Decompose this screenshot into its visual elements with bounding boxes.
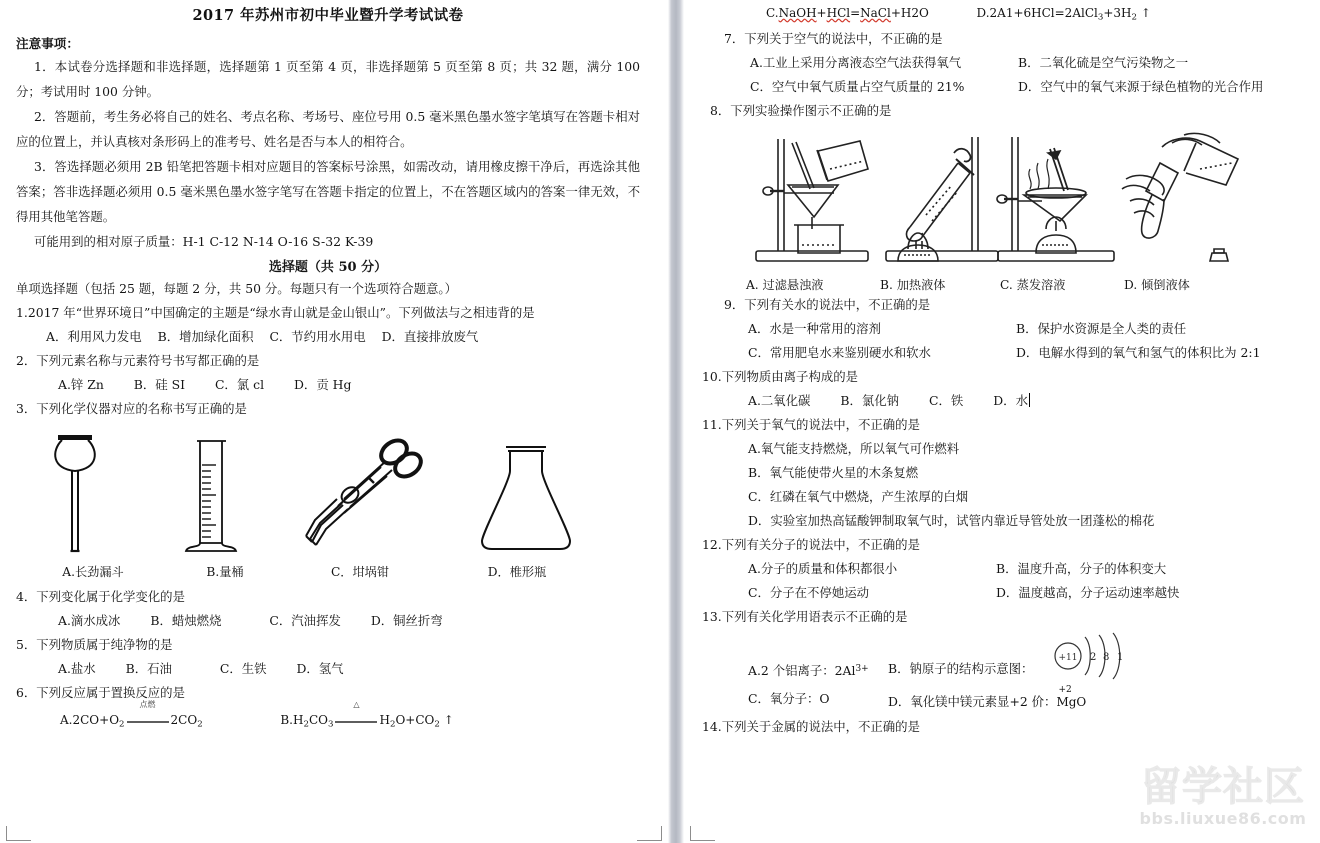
- q9-option-a: A．水是一种常用的溶剂: [748, 321, 881, 337]
- question-11-option-c: C．红磷在氧气中燃烧，产生浓厚的白烟: [748, 489, 969, 505]
- q6-option-c: C.NaOH+HCl=NaCl+H2O: [766, 6, 929, 20]
- q2-option-d: D．贡 Hg: [294, 377, 352, 392]
- q7-option-d: D．空气中的氧气来源于绿色植物的光合作用: [1018, 79, 1264, 95]
- q13-option-c: C．氧分子：O: [748, 691, 830, 707]
- watermark-brand: 留学社区: [1141, 764, 1305, 810]
- sodium-atom-structure-icon: [1052, 629, 1132, 683]
- question-8-number: 8．: [710, 103, 731, 119]
- question-9-options-row-1: [702, 317, 1306, 341]
- page-title: 2017 年苏州市初中毕业暨升学考试试卷: [192, 7, 464, 24]
- q10-option-c: C．铁: [929, 393, 964, 409]
- question-13-number: 13.: [702, 609, 722, 625]
- q12-option-b: B．温度升高，分子的体积变大: [996, 561, 1167, 577]
- question-4-number: 4．: [16, 589, 37, 604]
- question-10-number: 10.: [702, 369, 722, 385]
- figure-graduated-cylinder-caption: B.量桶: [206, 565, 244, 579]
- question-12-options-row-1: [702, 557, 1306, 581]
- question-6-number: 6．: [16, 685, 37, 700]
- q10-option-d: D．水: [993, 393, 1028, 409]
- question-9-text: 下列有关水的说法中，不正确的是: [744, 297, 931, 313]
- figure-filtration-caption: A. 过滤悬浊液: [746, 278, 824, 293]
- question-6-stem: [16, 681, 640, 705]
- section-intro: 单项选择题（包括 25 题，每题 2 分，共 50 分。每题只有一个选项符合题意。）: [16, 281, 457, 296]
- figure-long-neck-funnel: [18, 425, 168, 580]
- figure-evaporating-caption: C. 蒸发溶液: [1000, 278, 1066, 293]
- question-5-text: 下列物质属于纯净物的是: [36, 637, 173, 652]
- q13-option-d: D．氧化镁中镁元素显+2 价： +2 MgO: [888, 685, 1087, 710]
- question-5-options: [16, 657, 640, 681]
- question-8-figure-row: [684, 125, 1320, 293]
- q12-option-a: A.分子的质量和体积都很小: [748, 561, 898, 577]
- question-13-text: 下列有关化学用语表示不正确的是: [721, 609, 908, 625]
- question-9-stem: [702, 293, 1306, 317]
- question-1-text: 2017 年“世界环境日”中国确定的主题是“绿水青山就是金山银山”。下列做法与之相违背的是: [27, 305, 535, 320]
- question-5-stem: [16, 633, 640, 657]
- notice-item-2: 2．答题前，考生务必将自己的姓名、考点名称、考场号、座位号用 0.5 毫米黑色墨水签字笔填写在答题卡相对应的位置上，并认真核对条形码上的准考号、姓名是否与本人的相符合。: [16, 109, 640, 149]
- question-8-stem: [702, 99, 1306, 123]
- question-1-number: 1.: [16, 305, 28, 320]
- question-6-equations-continued: [702, 3, 1306, 27]
- q10-option-a: A.二氧化碳: [748, 393, 811, 409]
- question-11-stem: [702, 413, 1306, 437]
- question-12-stem: [702, 533, 1306, 557]
- question-7-options-row-1: [702, 51, 1306, 75]
- q1-option-c: C．节约用水用电: [269, 329, 366, 344]
- q13-option-a: A.2 个铝离子：$2Al^{3+}$: [748, 663, 869, 679]
- figure-crucible-tongs: [282, 425, 452, 580]
- question-14-stem: [702, 715, 1306, 739]
- question-6-equations: [16, 699, 640, 739]
- question-10-stem: [702, 365, 1306, 389]
- crop-mark-bottom-right: [637, 826, 662, 841]
- question-7-number: 7．: [724, 31, 745, 47]
- svg-text:2: 2: [1090, 652, 1097, 664]
- question-2-text: 下列元素名称与元素符号书写都正确的是: [36, 353, 260, 368]
- site-watermark: [1132, 765, 1314, 839]
- notice-item-3: 3．答选择题必须用 2B 铅笔把答题卡相对应题目的答案标号涂黑，如需改动，请用橡皮擦干净后，再选涂其他答案；答非选择题必须用 0.5 毫米黑色墨水签字笔写在答题卡指定的位置上，不在答题区域内的答案一律无效，不得用其他笔答题。: [16, 159, 640, 224]
- figure-graduated-cylinder: [150, 425, 300, 580]
- question-5-number: 5．: [16, 637, 37, 652]
- q2-option-b: B．硅 SI: [133, 377, 185, 392]
- notice-heading: 注意事项：: [16, 36, 79, 51]
- q5-option-a: A.盐水: [58, 661, 96, 676]
- question-8-text: 下列实验操作图示不正确的是: [730, 103, 892, 119]
- q6-option-d: $D.2A1+6HCl=2AlCl_3+3H_2$ ↑: [976, 6, 1151, 23]
- question-13-options-row-1: [702, 657, 1033, 683]
- question-12-number: 12.: [702, 537, 722, 553]
- crop-mark-bottom-left: [6, 826, 31, 841]
- question-13-stem: [702, 605, 1306, 629]
- figure-crucible-tongs-caption: C．坩埚钳: [330, 565, 390, 579]
- figure-pouring-liquid-caption: D. 倾倒液体: [1124, 278, 1190, 293]
- q1-option-b: B．增加绿化面积: [157, 329, 254, 344]
- q4-option-c: C．汽油挥发: [269, 613, 341, 628]
- watermark-url: bbs.liuxue86.com: [1139, 809, 1307, 828]
- q9-option-b: B．保护水资源是全人类的责任: [1016, 321, 1187, 337]
- question-13-options: [702, 629, 1306, 715]
- svg-text:8: 8: [1103, 652, 1110, 664]
- question-11-text: 下列关于氧气的说法中，不正确的是: [721, 417, 920, 433]
- figure-conical-flask-caption: D．椎形瓶: [487, 565, 547, 579]
- exam-page-right: [684, 0, 1320, 843]
- long-neck-funnel-icon: [18, 425, 168, 559]
- figure-conical-flask: [452, 425, 612, 580]
- svg-text:+11: +11: [1058, 653, 1078, 664]
- question-4-options: [16, 609, 640, 633]
- question-12-text: 下列有关分子的说法中，不正确的是: [721, 537, 920, 553]
- question-10-text: 下列物质由离子构成的是: [721, 369, 859, 385]
- question-3-figure-row: [0, 425, 668, 585]
- question-9-options-row-2: [702, 341, 1306, 365]
- question-11-number: 11.: [702, 417, 722, 433]
- atomic-mass-line: 可能用到的相对原子质量：H-1 C-12 N-14 O-16 S-32 K-39: [34, 234, 374, 249]
- question-7-stem: [702, 27, 1306, 51]
- q5-option-b: B．石油: [125, 661, 172, 676]
- q4-option-a: A.滴水成冰: [58, 613, 121, 628]
- q6-equation-b: $B.H_2CO_3$ △ $H_2O+CO_2$ ↑: [280, 699, 454, 730]
- q2-option-c: C．氯 cl: [214, 377, 265, 392]
- question-14-text: 下列关于金属的说法中，不正确的是: [721, 719, 920, 735]
- question-2-number: 2．: [16, 353, 37, 368]
- q7-option-c: C．空气中氧气质量占空气质量的 21%: [750, 79, 965, 95]
- crop-mark-right-bottom-left: [690, 826, 715, 841]
- question-4-stem: [16, 585, 640, 609]
- question-7-options-row-2: [702, 75, 1306, 99]
- question-3-text: 下列化学仪器对应的名称书写正确的是: [36, 401, 247, 416]
- q10-option-b: B．氯化钠: [840, 393, 900, 409]
- q7-option-b: B．二氧化硫是空气污染物之一: [1018, 55, 1189, 71]
- question-7-text: 下列关于空气的说法中，不正确的是: [744, 31, 943, 47]
- q6-equation-a: $A.2CO+O_2$ 点燃 $2CO_2$: [60, 699, 203, 730]
- conical-flask-icon: [452, 425, 612, 559]
- question-14-number: 14.: [702, 719, 722, 735]
- text-cursor: [1029, 393, 1030, 407]
- question-2-options: [16, 373, 640, 397]
- question-9-number: 9．: [724, 297, 745, 313]
- q9-option-d: D．电解水得到的氧气和氢气的体积比为 2:1: [1016, 345, 1261, 361]
- q5-option-d: D．氢气: [296, 661, 344, 676]
- question-13-options-row-2: [702, 687, 1086, 714]
- question-12-options-row-2: [702, 581, 1306, 605]
- q12-option-c: C．分子在不停她运动: [748, 585, 869, 601]
- reaction-arrow-heat: △: [333, 715, 379, 727]
- question-3-stem: [16, 397, 640, 421]
- question-4-text: 下列变化属于化学变化的是: [36, 589, 185, 604]
- question-10-options: [702, 389, 1306, 413]
- pouring-liquid-icon: [1108, 129, 1258, 269]
- question-1-stem: [16, 301, 640, 325]
- figure-long-neck-funnel-caption: A.长劲漏斗: [62, 565, 124, 579]
- figure-heating-liquid-caption: B. 加热液体: [880, 278, 946, 293]
- filtration-setup-icon: [748, 129, 888, 269]
- q7-option-a: A.工业上采用分离液态空气法获得氧气: [750, 55, 962, 71]
- q1-option-d: D．直接排放废气: [381, 329, 479, 344]
- graduated-cylinder-icon: [150, 425, 300, 559]
- q2-option-a: A.锌 Zn: [58, 377, 104, 392]
- svg-text:1: 1: [1117, 652, 1124, 664]
- question-6-text: 下列反应属于置换反应的是: [36, 685, 185, 700]
- q4-option-d: D．铜丝折弯: [370, 613, 443, 628]
- question-2-stem: [16, 349, 640, 373]
- q13-option-b: B．钠原子的结构示意图：: [888, 661, 1034, 677]
- crucible-tongs-icon: [282, 425, 452, 559]
- question-1-options: [16, 325, 640, 349]
- question-3-number: 3．: [16, 401, 37, 416]
- notice-item-1: 1．本试卷分选择题和非选择题，选择题第 1 页至第 4 页，非选择题第 5 页至第 8 页；共 32 题，满分 100 分；考试用时 100 分钟。: [16, 59, 640, 99]
- q5-option-c: C．生铁: [219, 661, 267, 676]
- q1-option-a: A．利用风力发电: [46, 329, 142, 344]
- question-11-option-b: B．氧气能使带火星的木条复燃: [748, 465, 919, 481]
- q4-option-b: B．蜡烛燃烧: [150, 613, 222, 628]
- reaction-arrow-ignite: 点燃: [125, 715, 171, 727]
- question-11-option-a: A.氧气能支持燃烧，所以氧气可作燃料: [748, 441, 960, 457]
- page-gutter-divider: [668, 0, 684, 843]
- mgo-formula: +2 MgO: [1056, 685, 1087, 710]
- q12-option-d: D．温度越高，分子运动速率越快: [996, 585, 1180, 601]
- q9-option-c: C．常用肥皂水来鉴别硬水和软水: [748, 345, 931, 361]
- question-11-option-d: D．实验室加热高锰酸钾制取氧气时，试管内靠近导管处放一团蓬松的棉花: [748, 513, 1155, 529]
- section-title: 选择题（共 50 分）: [268, 260, 388, 275]
